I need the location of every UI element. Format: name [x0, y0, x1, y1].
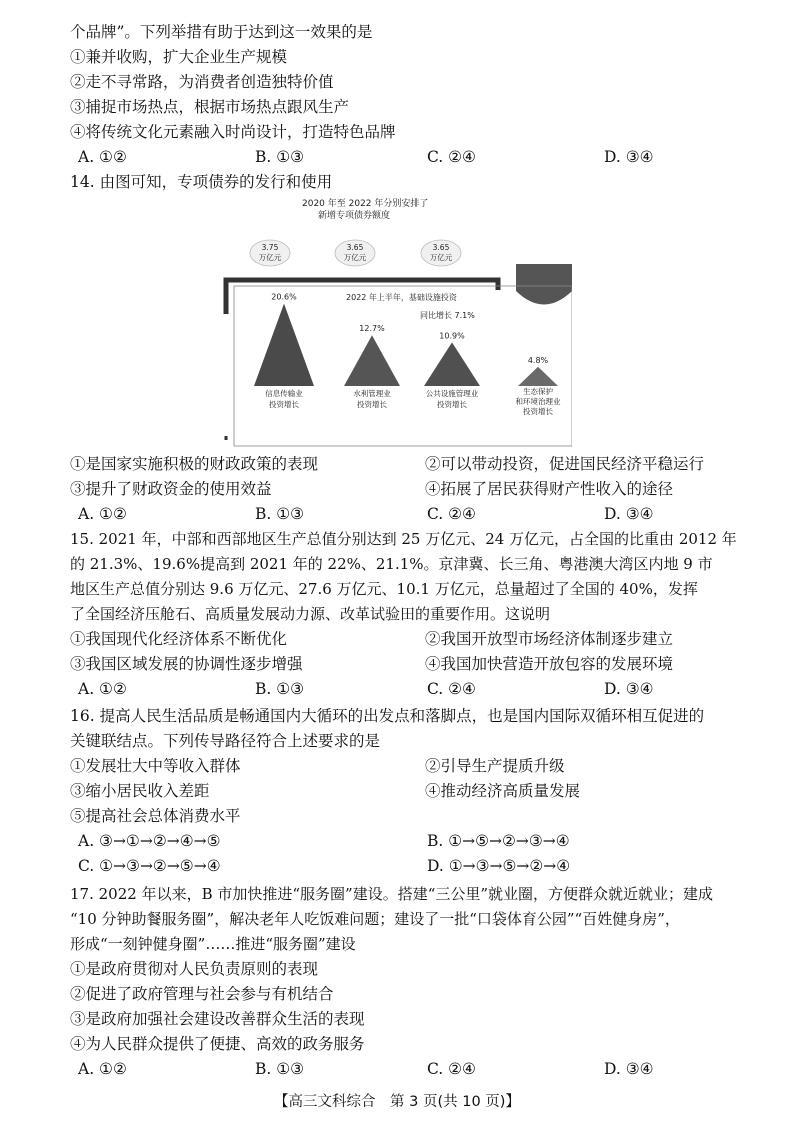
bubble-unit: 万亿元	[258, 253, 282, 262]
yoy-growth: 同比增长 7.1%	[420, 311, 475, 320]
q14-option-d[interactable]: D. ③④	[604, 505, 654, 523]
q14-item-3: ③提升了财政资金的使用效益	[70, 480, 272, 498]
q16-option-d[interactable]: D. ①→③→⑤→②→④	[427, 857, 571, 875]
q15-line-2: 的 21.3%、19.6%提高到 2021 年的 22%、21.1%。京津冀、长三角、粤港澳大湾区内地 9 市	[70, 555, 713, 573]
bar-label-3b: 投资增长	[437, 400, 467, 409]
q15-option-d[interactable]: D. ③④	[604, 680, 654, 698]
q17-item-2: ②促进了政府管理与社会参与有机结合	[70, 985, 334, 1003]
bar-label-4b: 和环境治理业	[515, 397, 561, 406]
q16-item-5: ⑤提高社会总体消费水平	[70, 807, 241, 825]
q15-option-b[interactable]: B. ①③	[255, 680, 305, 698]
bubble-2022	[421, 240, 461, 266]
q16-line-1: 16. 提高人民生活品质是畅通国内大循环的出发点和落脚点，也是国内国际双循环相互促进的	[70, 707, 705, 725]
q17-option-d[interactable]: D. ③④	[604, 1060, 654, 1078]
q15-item-1: ①我国现代化经济体系不断优化	[70, 630, 288, 648]
q15-line-3: 地区生产总值分别达 9.6 万亿元、27.6 万亿元、10.1 万亿元，总量超过了全国的 40%，发挥	[70, 580, 698, 598]
q17-option-a[interactable]: A. ①②	[78, 1060, 127, 1078]
q17-item-1: ①是政府贯彻对人民负责原则的表现	[70, 960, 319, 978]
bar-triangle-2	[344, 335, 400, 386]
q14-option-c[interactable]: C. ②④	[427, 505, 476, 523]
q13-item-3: ③捕捉市场热点，根据市场热点跟风生产	[70, 98, 350, 116]
q17-option-c[interactable]: C. ②④	[427, 1060, 476, 1078]
q13-option-b[interactable]: B. ①③	[255, 148, 305, 166]
q17-line-1: 17. 2022 年以来，B 市加快推进“服务圈”建设。搭建“三公里”就业圈，方便群众就近就业；建成	[70, 885, 714, 903]
q16-item-2: ②引导生产提质升级	[425, 757, 565, 775]
q14-item-4: ④拓展了居民获得财产性收入的途径	[425, 480, 674, 498]
bar-triangle-1	[254, 304, 314, 386]
q13-option-c[interactable]: C. ②④	[427, 148, 476, 166]
bar-label-3a: 公共设施管理业	[425, 389, 479, 398]
q14-option-b[interactable]: B. ①③	[255, 505, 305, 523]
q13-option-a[interactable]: A. ①②	[78, 148, 127, 166]
q15-line-1: 15. 2021 年，中部和西部地区生产总值分别达到 25 万亿元、24 万亿元，占全国的比重由 2012 年	[70, 530, 737, 548]
bar-label-4a: 生态保护	[523, 387, 553, 396]
q16-item-4: ④推动经济高质量发展	[425, 782, 581, 800]
q15-item-2: ②我国开放型市场经济体制逐步建立	[425, 630, 674, 648]
page-footer: 【高三文科综合 第 3 页(共 10 页)】	[274, 1094, 520, 1110]
q13-item-1: ①兼并收购，扩大企业生产规模	[70, 48, 288, 66]
q13-item-2: ②走不寻常路，为消费者创造独特价值	[70, 73, 334, 91]
fig-title-line2: 新增专项债券额度	[318, 211, 391, 221]
q17-line-3: 形成“一刻钟健身圈”……推进“服务圈”建设	[70, 935, 356, 953]
q14-option-a[interactable]: A. ①②	[78, 505, 127, 523]
q17-item-3: ③是政府加强社会建设改善群众生活的表现	[70, 1010, 365, 1028]
q15-option-c[interactable]: C. ②④	[427, 680, 476, 698]
bar-value-label-3: 10.9%	[439, 331, 465, 341]
panel-title: 2022 年上半年，基础设施投资	[346, 293, 457, 302]
bars-group	[254, 293, 558, 386]
q15-option-a[interactable]: A. ①②	[78, 680, 127, 698]
bar-label-4c: 投资增长	[523, 407, 553, 416]
bar-value-label-4: 4.8%	[527, 355, 549, 365]
q16-item-1: ①发展壮大中等收入群体	[70, 757, 241, 775]
bar-triangle-4	[518, 367, 558, 386]
q17-line-2: “10 分钟助餐服务圈”，解决老年人吃饭难问题；建设了一批“口袋体育公园”“百姓健身房”，	[70, 910, 680, 928]
bubble-2020	[250, 240, 290, 266]
bubble-unit: 万亿元	[343, 253, 367, 262]
q13-stem-tail: 个品牌”。下列举措有助于达到这一效果的是	[70, 23, 373, 41]
q15-item-3: ③我国区域发展的协调性逐步增强	[70, 655, 303, 673]
fig-title-line1: 2020 年至 2022 年分别安排了	[302, 199, 429, 209]
q16-option-c[interactable]: C. ①→③→②→⑤→④	[78, 857, 221, 875]
q16-option-b[interactable]: B. ①→⑤→②→③→④	[427, 832, 570, 850]
q16-item-3: ③缩小居民收入差距	[70, 782, 210, 800]
q15-line-4: 了全国经济压舱石、高质量发展动力源、改革试验田的重要作用。这说明	[70, 605, 551, 623]
q16-line-2: 关键联结点。下列传导路径符合上述要求的是	[70, 732, 381, 750]
q17-option-b[interactable]: B. ①③	[255, 1060, 305, 1078]
q14-item-2: ②可以带动投资，促进国民经济平稳运行	[425, 455, 705, 473]
q17-item-4: ④为人民群众提供了便捷、高效的政务服务	[70, 1035, 365, 1053]
bar-label-2b: 投资增长	[357, 400, 387, 409]
bubble-value: 3.65	[346, 243, 364, 252]
shield-icon	[516, 264, 572, 305]
bubble-unit: 万亿元	[429, 253, 453, 262]
bar-value-label-2: 12.7%	[359, 324, 385, 334]
bubble-2021	[335, 240, 375, 266]
bubble-value: 3.75	[261, 243, 279, 252]
q16-option-a[interactable]: A. ③→①→②→④→⑤	[78, 832, 221, 850]
q15-item-4: ④我国加快营造开放包容的发展环境	[425, 655, 674, 673]
q13-item-4: ④将传统文化元素融入时尚设计，打造特色品牌	[70, 123, 396, 141]
bar-label-1a: 信息传输业	[265, 389, 303, 398]
bar-label-1b: 投资增长	[269, 400, 299, 409]
bar-value-label-1: 20.6%	[271, 292, 297, 302]
bar-triangle-3	[424, 342, 480, 386]
bar-label-2a: 水利管理业	[353, 389, 391, 398]
q13-option-d[interactable]: D. ③④	[604, 148, 654, 166]
q14-figure	[220, 196, 572, 448]
q14-item-1: ①是国家实施积极的财政政策的表现	[70, 455, 319, 473]
q14-stem: 14. 由图可知，专项债券的发行和使用	[70, 173, 333, 191]
bar-labels	[265, 386, 561, 416]
bubble-value: 3.65	[432, 243, 450, 252]
